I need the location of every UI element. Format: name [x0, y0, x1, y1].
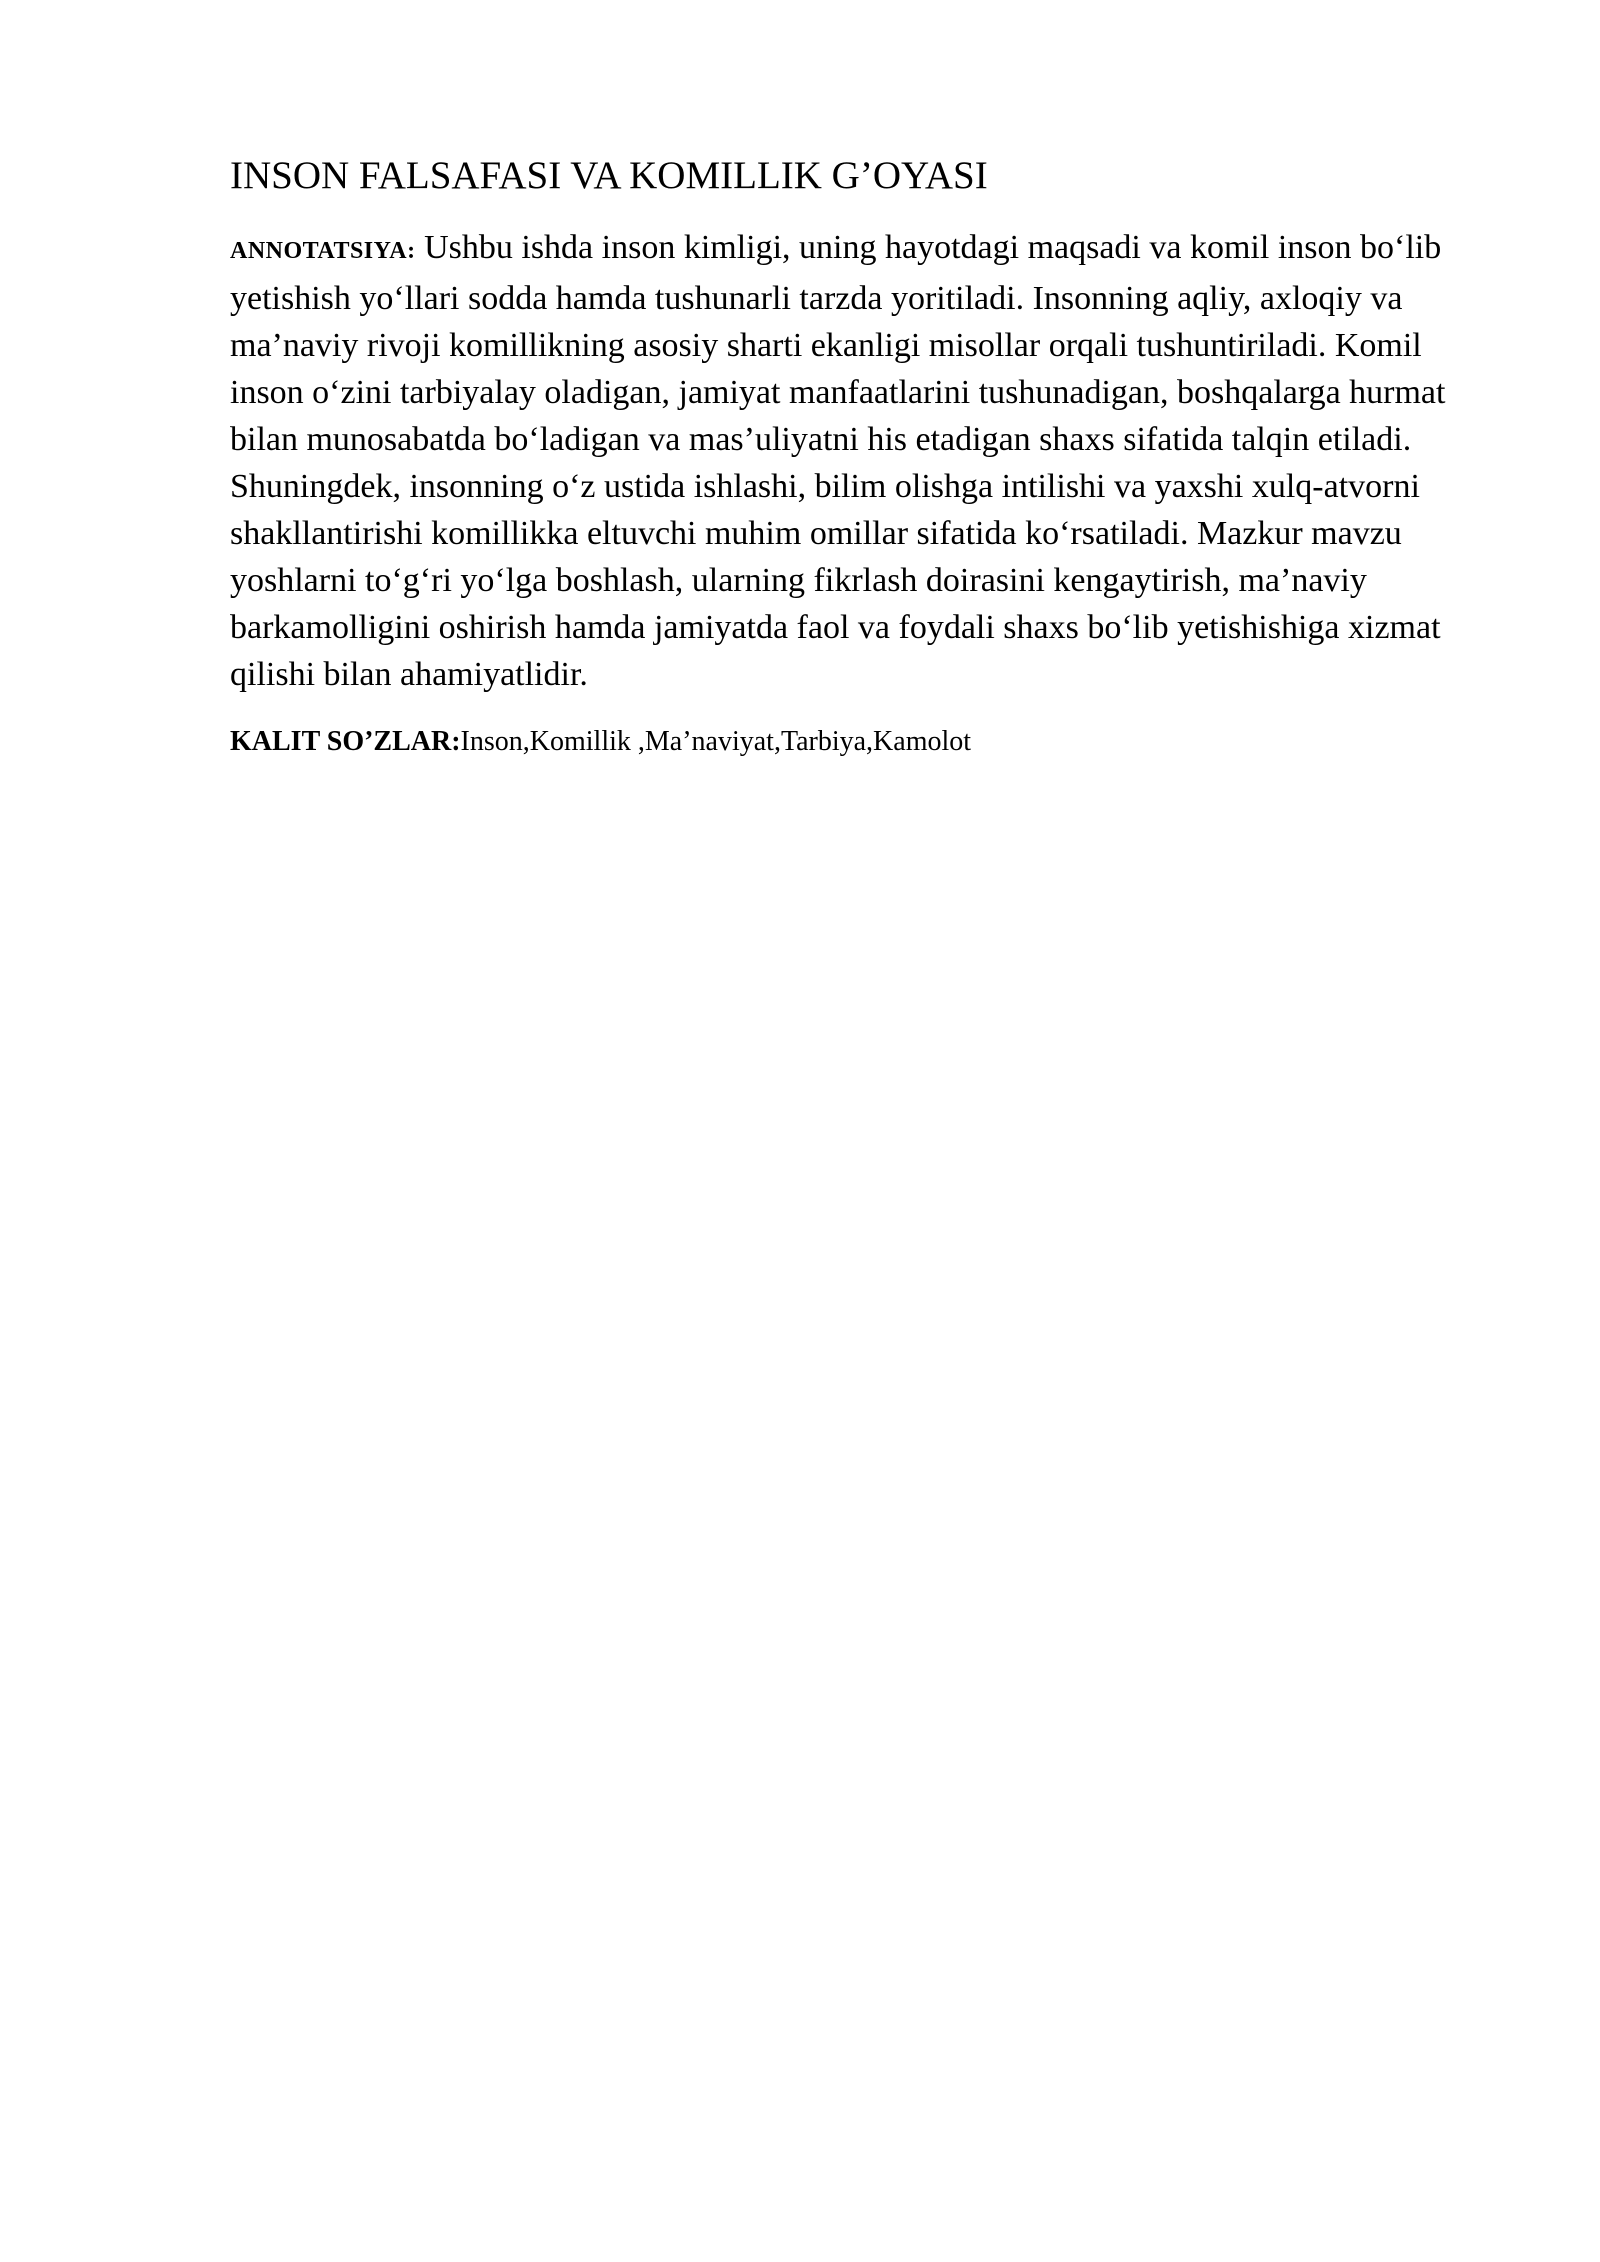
abstract-paragraph [230, 224, 1500, 698]
keywords-label: KALIT SO’ZLAR: [230, 726, 461, 757]
document-content [230, 152, 1500, 760]
keywords-paragraph [230, 724, 1500, 760]
abstract-label: ANNOTATSIYA: [230, 238, 416, 264]
keywords-text: Inson,Komillik ,Ma’naviyat,Tarbiya,Kamolot [460, 726, 972, 757]
abstract-text: Ushbu ishda inson kimligi, uning hayotdagi maqsadi va komil inson bo‘lib yetishish yo‘llari sodda hamda tushunarli tarzda yoritiladi. Insonning aqliy, axloqiy va ma’naviy rivoji komillikning asosiy sharti ekanligi misollar orqali tushuntiriladi. Komil inson o‘zini tarbiyalay oladigan, jamiyat manfaatlarini tushunadigan, boshqalarga hurmat bilan munosabatda bo‘ladigan va mas’uliyatni his etadigan shaxs sifatida talqin etiladi. Shuningdek, insonning o‘z ustida ishlashi, bilim olishga intilishi va yaxshi xulq-atvorni shakllantirishi komillikka eltuvchi muhim omillar sifatida ko‘rsatiladi. Mazkur mavzu yoshlarni to‘g‘ri yo‘lga boshlash, ularning fikrlash doirasini kengaytirish, ma’naviy barkamolligini oshirish hamda jamiyatda faol va foydali shaxs bo‘lib yetishishiga xizmat qilishi bilan ahamiyatlidir. [230, 229, 1446, 693]
document-title: INSON FALSAFASI VA KOMILLIK G’OYASI [230, 154, 988, 197]
